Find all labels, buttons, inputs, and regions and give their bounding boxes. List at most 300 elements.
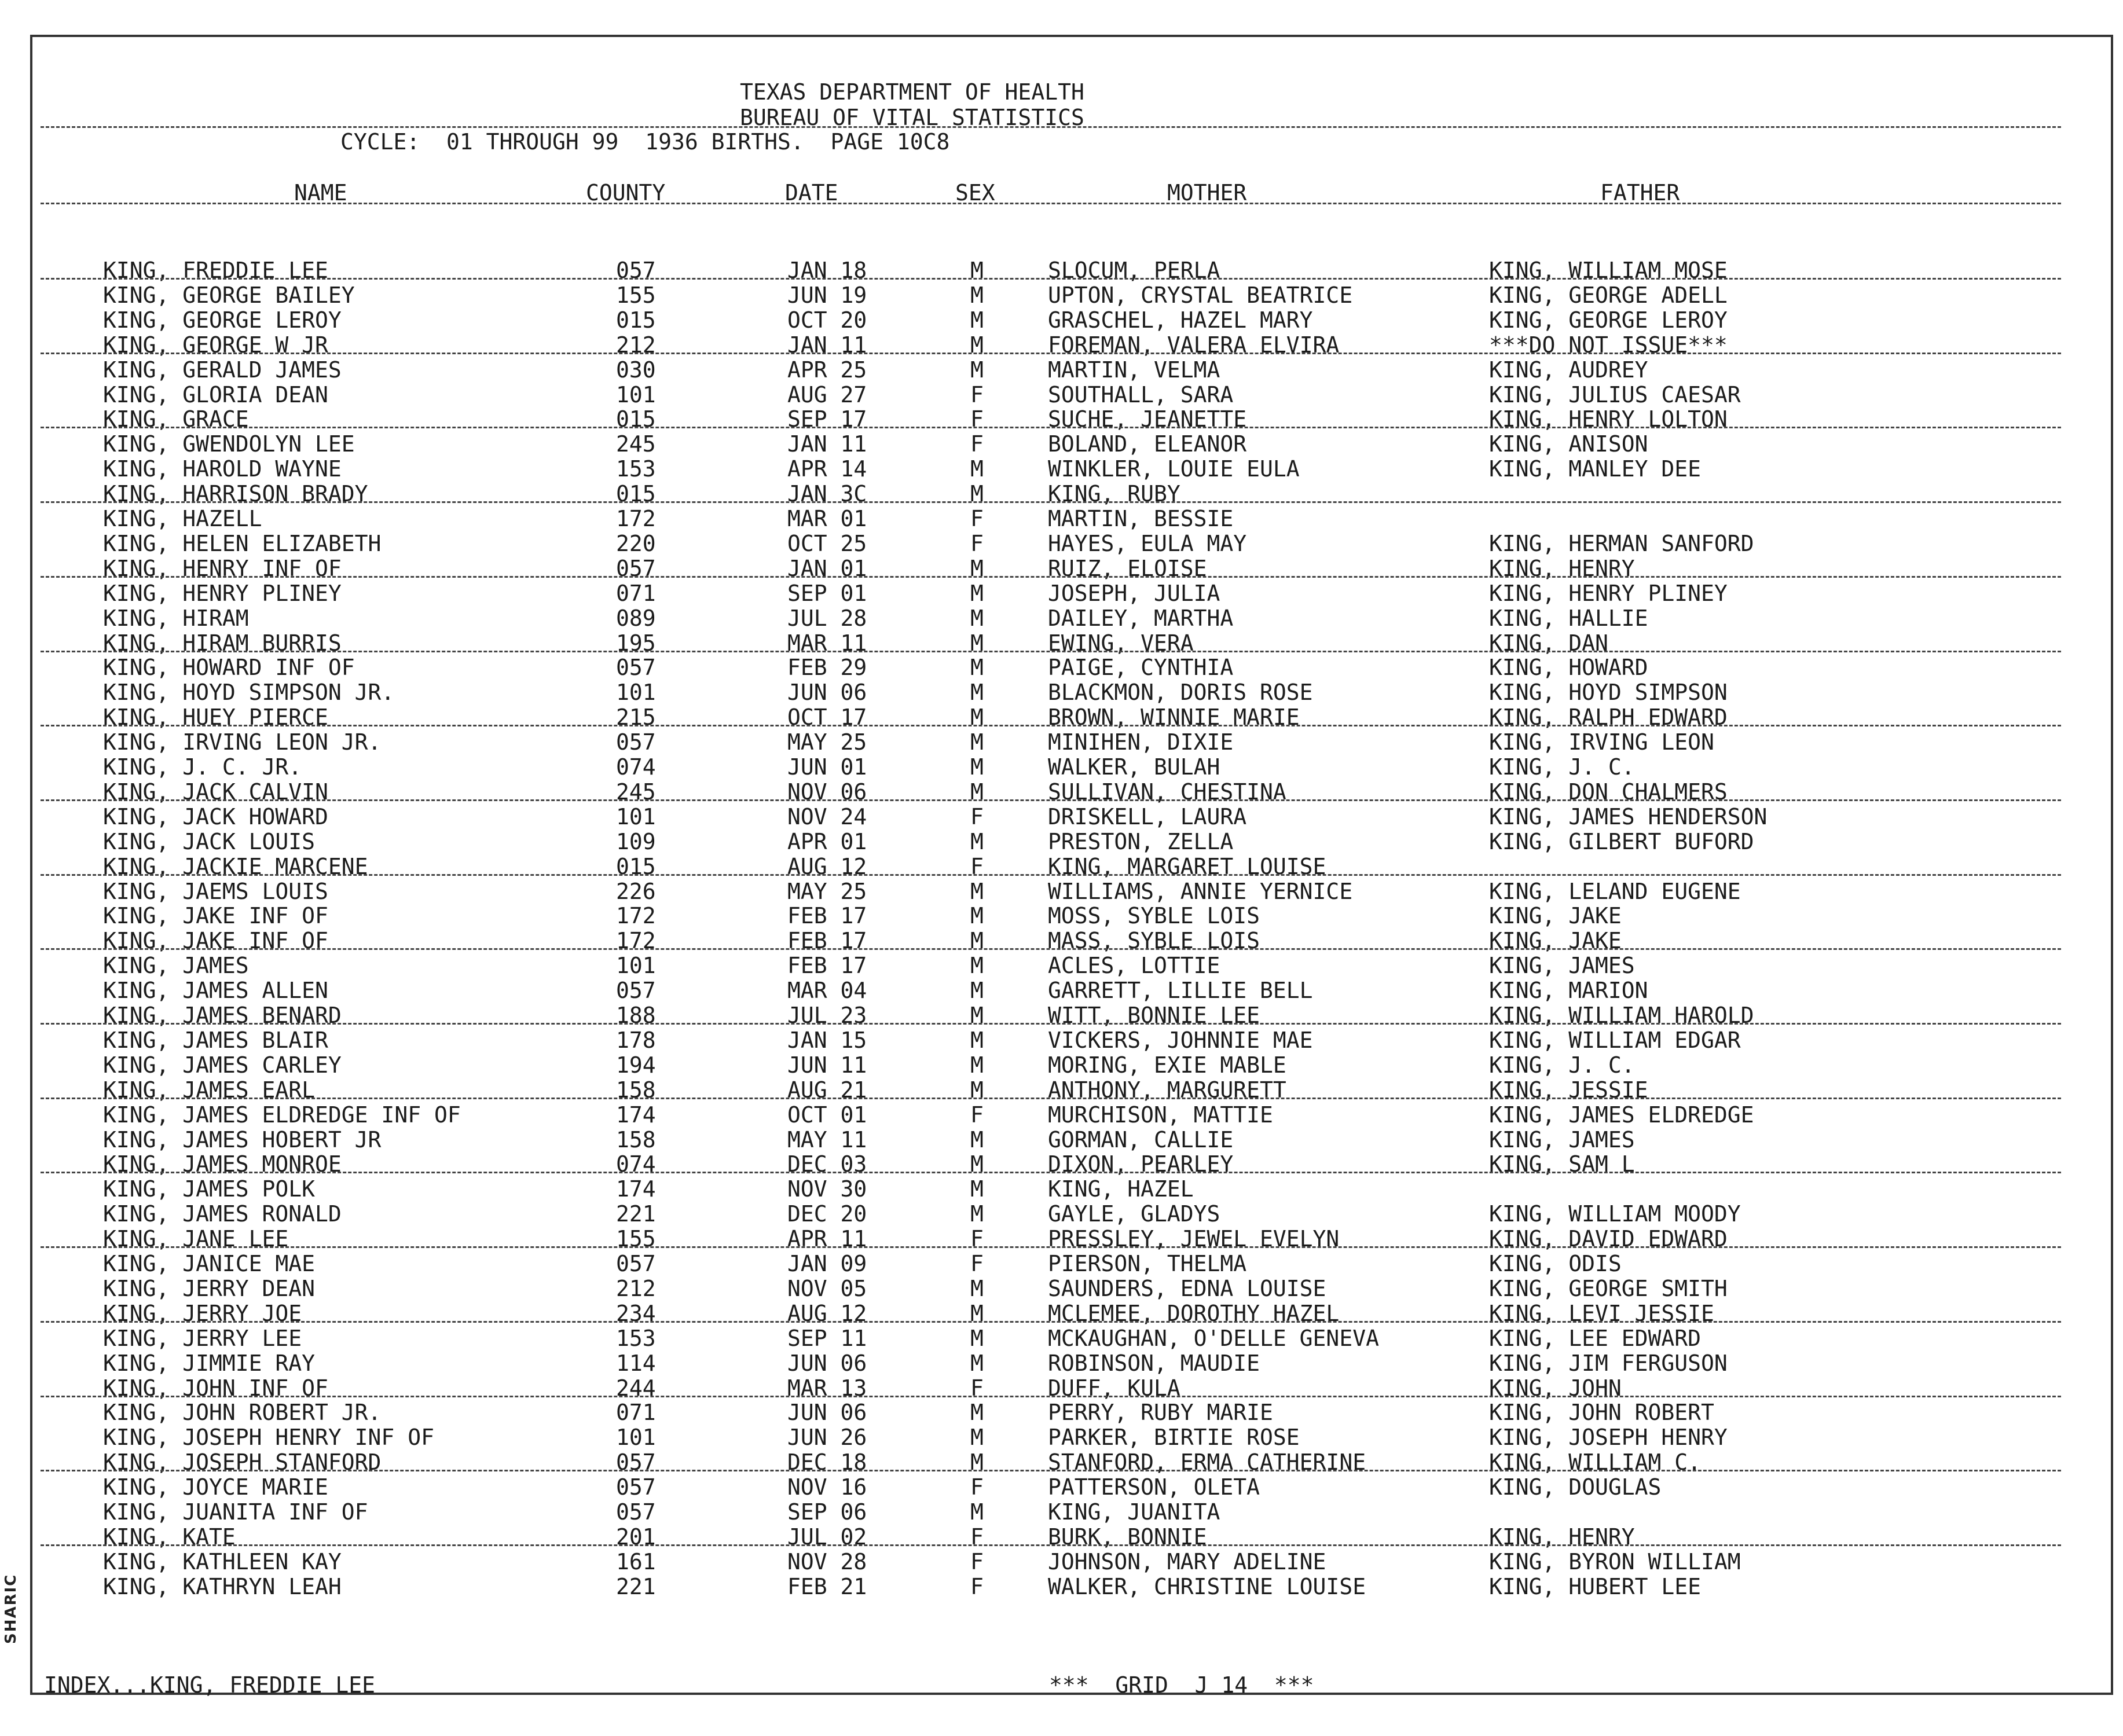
record-mother: ACLES, LOTTIE — [1048, 953, 1220, 979]
record-county: 057 — [616, 258, 656, 283]
record-name: KING, HIRAM — [103, 605, 249, 631]
record-father: KING, HOYD SIMPSON — [1489, 680, 1728, 706]
record-name: KING, JAMES — [103, 953, 249, 979]
record-county: 245 — [616, 431, 656, 457]
record-father: KING, GILBERT BUFORD — [1489, 828, 1754, 854]
record-county: 153 — [616, 456, 656, 482]
record-mother: BLACKMON, DORIS ROSE — [1048, 680, 1313, 706]
record-father: KING, JAMES HENDERSON — [1489, 803, 1768, 830]
record-date: JAN 11 — [787, 431, 867, 457]
record-sex: F — [970, 853, 984, 879]
record-county: 114 — [616, 1350, 656, 1376]
record-sex: F — [970, 1226, 984, 1252]
record-county: 212 — [616, 332, 656, 358]
record-county: 015 — [616, 481, 656, 507]
record-date: NOV 28 — [787, 1548, 867, 1574]
record-date: JUN 06 — [787, 1400, 867, 1426]
record-name: KING, JAMES BENARD — [103, 1003, 342, 1028]
record-mother: DUFF, KULA — [1048, 1375, 1180, 1401]
record-father: KING, HERMAN SANFORD — [1489, 530, 1754, 556]
record-mother: JOSEPH, JULIA — [1048, 580, 1220, 606]
record-sex: M — [970, 1499, 984, 1525]
record-date: APR 25 — [787, 357, 867, 383]
record-sex: F — [970, 431, 984, 457]
record-father: KING, HALLIE — [1489, 605, 1648, 631]
column-header-county: COUNTY — [586, 180, 666, 205]
record-father: KING, WILLIAM HAROLD — [1489, 1003, 1754, 1028]
record-mother: JOHNSON, MARY ADELINE — [1048, 1548, 1326, 1574]
record-mother: MOSS, SYBLE LOIS — [1048, 903, 1260, 929]
record-mother: KING, HAZEL — [1048, 1176, 1194, 1202]
record-sex: M — [970, 828, 984, 854]
record-mother: UPTON, CRYSTAL BEATRICE — [1048, 282, 1353, 308]
record-mother: BOLAND, ELEANOR — [1048, 431, 1247, 457]
record-county: 101 — [616, 953, 656, 979]
header-rule — [41, 126, 2061, 128]
record-county: 234 — [616, 1300, 656, 1326]
record-mother: GARRETT, LILLIE BELL — [1048, 978, 1313, 1004]
table-row — [0, 854, 2123, 879]
record-name: KING, JOSEPH STANFORD — [103, 1449, 382, 1476]
record-name: KING, JAMES BLAIR — [103, 1027, 328, 1053]
record-mother: EWING, VERA — [1048, 630, 1194, 656]
record-sex: F — [970, 1573, 984, 1599]
record-county: 215 — [616, 704, 656, 731]
record-sex: M — [970, 1275, 984, 1301]
table-row — [0, 1276, 2123, 1301]
table-row — [0, 830, 2123, 854]
table-row — [0, 1028, 2123, 1052]
record-date: NOV 16 — [787, 1474, 867, 1500]
record-date: OCT 20 — [787, 307, 867, 333]
record-mother: WALKER, BULAH — [1048, 754, 1220, 780]
record-father: KING, JOHN ROBERT — [1489, 1400, 1714, 1426]
record-name: KING, KATHRYN LEAH — [103, 1573, 342, 1599]
table-row — [0, 755, 2123, 779]
record-county: 057 — [616, 978, 656, 1004]
record-county: 174 — [616, 1102, 656, 1128]
record-sex: M — [970, 1400, 984, 1426]
table-row — [0, 1326, 2123, 1350]
record-county: 172 — [616, 506, 656, 531]
record-mother: ROBINSON, MAUDIE — [1048, 1350, 1260, 1376]
record-county: 101 — [616, 803, 656, 830]
table-row — [0, 358, 2123, 382]
record-mother: SUCHE, JEANETTE — [1048, 406, 1247, 432]
record-father: KING, JAKE — [1489, 928, 1622, 954]
record-mother: VICKERS, JOHNNIE MAE — [1048, 1027, 1313, 1053]
record-date: OCT 17 — [787, 704, 867, 731]
table-row — [0, 1251, 2123, 1276]
record-county: 245 — [616, 779, 656, 805]
record-county: 221 — [616, 1573, 656, 1599]
table-row — [0, 283, 2123, 307]
table-row — [0, 1376, 2123, 1400]
record-father: KING, HENRY — [1489, 1524, 1635, 1550]
table-row — [0, 1053, 2123, 1077]
record-mother: FOREMAN, VALERA ELVIRA — [1048, 332, 1340, 358]
record-father: KING, MANLEY DEE — [1489, 456, 1702, 482]
table-row — [0, 482, 2123, 506]
record-county: 101 — [616, 381, 656, 408]
record-county: 161 — [616, 1548, 656, 1574]
record-county: 174 — [616, 1176, 656, 1202]
table-row — [0, 655, 2123, 680]
record-name: KING, JIMMIE RAY — [103, 1350, 316, 1376]
table-row — [0, 631, 2123, 655]
record-name: KING, JAMES POLK — [103, 1176, 316, 1202]
record-name: KING, JAMES ALLEN — [103, 978, 328, 1004]
record-date: JAN 18 — [787, 258, 867, 283]
record-date: NOV 05 — [787, 1275, 867, 1301]
record-father: KING, BYRON WILLIAM — [1489, 1548, 1741, 1574]
record-name: KING, JERRY LEE — [103, 1325, 302, 1351]
record-name: KING, JACK HOWARD — [103, 803, 328, 830]
record-name: KING, HENRY INF OF — [103, 555, 342, 581]
record-name: KING, HAZELL — [103, 506, 262, 531]
record-date: FEB 29 — [787, 655, 867, 681]
record-date: OCT 01 — [787, 1102, 867, 1128]
record-date: FEB 17 — [787, 953, 867, 979]
table-row — [0, 1227, 2123, 1251]
record-father: KING, GEORGE ADELL — [1489, 282, 1728, 308]
table-row — [0, 1351, 2123, 1375]
record-county: 057 — [616, 729, 656, 755]
record-sex: F — [970, 1548, 984, 1574]
record-county: 155 — [616, 1226, 656, 1252]
record-date: AUG 21 — [787, 1077, 867, 1103]
record-mother: SAUNDERS, EDNA LOUISE — [1048, 1275, 1326, 1301]
column-header-name: NAME — [294, 180, 347, 205]
record-mother: HAYES, EULA MAY — [1048, 530, 1247, 556]
table-row — [0, 507, 2123, 531]
record-sex: M — [970, 1077, 984, 1103]
record-mother: BROWN, WINNIE MARIE — [1048, 704, 1300, 731]
record-county: 244 — [616, 1375, 656, 1401]
table-row — [0, 1425, 2123, 1449]
record-sex: M — [970, 1449, 984, 1476]
table-row — [0, 1103, 2123, 1127]
table-row — [0, 383, 2123, 407]
record-date: DEC 20 — [787, 1201, 867, 1227]
record-name: KING, GERALD JAMES — [103, 357, 342, 383]
record-father: KING, LEE EDWARD — [1489, 1325, 1702, 1351]
record-father: KING, WILLIAM EDGAR — [1489, 1027, 1741, 1053]
record-name: KING, JAMES EARL — [103, 1077, 316, 1103]
record-father: KING, WILLIAM MOODY — [1489, 1201, 1741, 1227]
record-mother: PATTERSON, OLETA — [1048, 1474, 1260, 1500]
record-county: 221 — [616, 1201, 656, 1227]
record-county: 057 — [616, 655, 656, 681]
record-father: KING, IRVING LEON — [1489, 729, 1714, 755]
record-date: DEC 18 — [787, 1449, 867, 1476]
record-father: KING, DAN — [1489, 630, 1608, 656]
record-date: AUG 12 — [787, 853, 867, 879]
record-father: KING, J. C. — [1489, 754, 1635, 780]
table-row — [0, 1128, 2123, 1152]
record-name: KING, JERRY DEAN — [103, 1275, 316, 1301]
record-date: JAN 15 — [787, 1027, 867, 1053]
table-row — [0, 680, 2123, 704]
record-date: JUN 26 — [787, 1425, 867, 1451]
column-header-mother: MOTHER — [1167, 180, 1247, 205]
table-row — [0, 780, 2123, 804]
record-date: FEB 21 — [787, 1573, 867, 1599]
record-mother: MASS, SYBLE LOIS — [1048, 928, 1260, 954]
table-row — [0, 308, 2123, 332]
record-sex: M — [970, 1027, 984, 1053]
record-father: KING, HOWARD — [1489, 655, 1648, 681]
table-row — [0, 531, 2123, 556]
record-mother: STANFORD, ERMA CATHERINE — [1048, 1449, 1366, 1476]
record-sex: M — [970, 928, 984, 954]
table-row — [0, 928, 2123, 953]
table-row — [0, 1525, 2123, 1549]
table-row — [0, 705, 2123, 729]
side-label: SHARIC — [2, 1573, 20, 1644]
record-sex: M — [970, 605, 984, 631]
record-father: KING, HUBERT LEE — [1489, 1573, 1702, 1599]
column-header-rule — [41, 203, 2061, 204]
record-county: 220 — [616, 530, 656, 556]
record-name: KING, JANICE MAE — [103, 1251, 316, 1276]
record-name: KING, JAMES MONROE — [103, 1151, 342, 1177]
record-sex: M — [970, 779, 984, 805]
record-date: MAR 01 — [787, 506, 867, 531]
record-father: KING, SAM L — [1489, 1151, 1635, 1177]
table-row — [0, 1152, 2123, 1176]
record-father: KING, JESSIE — [1489, 1077, 1648, 1103]
record-county: 057 — [616, 1449, 656, 1476]
header-title: TEXAS DEPARTMENT OF HEALTH — [740, 79, 1084, 105]
record-county: 212 — [616, 1275, 656, 1301]
record-mother: SULLIVAN, CHESTINA — [1048, 779, 1286, 805]
record-sex: M — [970, 1003, 984, 1028]
table-row — [0, 978, 2123, 1003]
table-row — [0, 1400, 2123, 1425]
table-row — [0, 1078, 2123, 1102]
record-mother: PARKER, BIRTIE ROSE — [1048, 1425, 1300, 1451]
record-father: KING, HENRY LOLTON — [1489, 406, 1728, 432]
record-mother: KING, MARGARET LOUISE — [1048, 853, 1326, 879]
record-county: 158 — [616, 1126, 656, 1153]
record-name: KING, JACK CALVIN — [103, 779, 328, 805]
record-mother: PRESSLEY, JEWEL EVELYN — [1048, 1226, 1340, 1252]
record-sex: M — [970, 1325, 984, 1351]
record-date: AUG 12 — [787, 1300, 867, 1326]
record-county: 172 — [616, 928, 656, 954]
record-date: JAN 09 — [787, 1251, 867, 1276]
record-sex: F — [970, 803, 984, 830]
table-row — [0, 1475, 2123, 1499]
record-father: KING, JAKE — [1489, 903, 1622, 929]
record-name: KING, JAEMS LOUIS — [103, 878, 328, 904]
record-date: JUL 28 — [787, 605, 867, 631]
record-mother: MURCHISON, MATTIE — [1048, 1102, 1273, 1128]
record-sex: M — [970, 1300, 984, 1326]
table-row — [0, 333, 2123, 357]
record-date: JUN 06 — [787, 680, 867, 706]
record-sex: M — [970, 307, 984, 333]
record-name: KING, JOSEPH HENRY INF OF — [103, 1425, 434, 1451]
record-name: KING, JOHN INF OF — [103, 1375, 328, 1401]
record-date: MAY 11 — [787, 1126, 867, 1153]
record-date: MAY 25 — [787, 878, 867, 904]
record-sex: M — [970, 1151, 984, 1177]
record-sex: M — [970, 978, 984, 1004]
table-row — [0, 953, 2123, 978]
table-row — [0, 1574, 2123, 1599]
record-sex: F — [970, 406, 984, 432]
column-header-father: FATHER — [1600, 180, 1680, 205]
record-sex: F — [970, 1474, 984, 1500]
record-name: KING, HUEY PIERCE — [103, 704, 328, 731]
record-sex: M — [970, 481, 984, 507]
table-row — [0, 1550, 2123, 1574]
record-father: KING, HENRY PLINEY — [1489, 580, 1728, 606]
record-name: KING, HARRISON BRADY — [103, 481, 368, 507]
record-name: KING, FREDDIE LEE — [103, 258, 328, 283]
record-name: KING, JACK LOUIS — [103, 828, 316, 854]
record-sex: M — [970, 258, 984, 283]
record-date: JUN 19 — [787, 282, 867, 308]
record-county: 188 — [616, 1003, 656, 1028]
record-mother: GRASCHEL, HAZEL MARY — [1048, 307, 1313, 333]
record-father: ***DO NOT ISSUE*** — [1489, 332, 1728, 358]
record-mother: SOUTHALL, SARA — [1048, 381, 1234, 408]
record-date: SEP 11 — [787, 1325, 867, 1351]
record-sex: M — [970, 903, 984, 929]
record-father: KING, ODIS — [1489, 1251, 1622, 1276]
record-county: 074 — [616, 754, 656, 780]
record-father: KING, WILLIAM MOSE — [1489, 258, 1728, 283]
record-father: KING, HENRY — [1489, 555, 1635, 581]
record-father: KING, JIM FERGUSON — [1489, 1350, 1728, 1376]
record-sex: M — [970, 630, 984, 656]
record-mother: BURK, BONNIE — [1048, 1524, 1207, 1550]
record-name: KING, GEORGE BAILEY — [103, 282, 355, 308]
table-row — [0, 606, 2123, 630]
record-father: KING, DON CHALMERS — [1489, 779, 1728, 805]
record-mother: KING, JUANITA — [1048, 1499, 1220, 1525]
record-sex: M — [970, 282, 984, 308]
record-date: MAR 11 — [787, 630, 867, 656]
record-county: 158 — [616, 1077, 656, 1103]
table-row — [0, 1500, 2123, 1524]
record-date: JUN 11 — [787, 1052, 867, 1078]
record-mother: MORING, EXIE MABLE — [1048, 1052, 1286, 1078]
record-father: KING, JOHN — [1489, 1375, 1622, 1401]
record-name: KING, HAROLD WAYNE — [103, 456, 342, 482]
record-date: JUL 02 — [787, 1524, 867, 1550]
record-mother: GORMAN, CALLIE — [1048, 1126, 1234, 1153]
record-name: KING, KATHLEEN KAY — [103, 1548, 342, 1574]
record-father: KING, GEORGE SMITH — [1489, 1275, 1728, 1301]
record-date: JUL 23 — [787, 1003, 867, 1028]
record-date: SEP 17 — [787, 406, 867, 432]
record-mother: KING, RUBY — [1048, 481, 1180, 507]
record-county: 057 — [616, 1499, 656, 1525]
table-row — [0, 432, 2123, 456]
record-sex: M — [970, 655, 984, 681]
record-name: KING, J. C. JR. — [103, 754, 302, 780]
record-father: KING, ANISON — [1489, 431, 1648, 457]
record-name: KING, GLORIA DEAN — [103, 381, 328, 408]
record-sex: M — [970, 680, 984, 706]
record-mother: GAYLE, GLADYS — [1048, 1201, 1220, 1227]
footer-grid: *** GRID J 14 *** — [1049, 1672, 1314, 1698]
record-date: JUN 01 — [787, 754, 867, 780]
column-header-sex: SEX — [955, 180, 995, 205]
record-mother: MCLEMEE, DOROTHY HAZEL — [1048, 1300, 1340, 1326]
record-mother: WALKER, CHRISTINE LOUISE — [1048, 1573, 1366, 1599]
table-row — [0, 730, 2123, 754]
record-mother: DRISKELL, LAURA — [1048, 803, 1247, 830]
record-name: KING, HOYD SIMPSON JR. — [103, 680, 395, 706]
record-sex: M — [970, 1201, 984, 1227]
record-name: KING, GEORGE W JR — [103, 332, 328, 358]
record-date: APR 14 — [787, 456, 867, 482]
record-date: JAN 11 — [787, 332, 867, 358]
record-sex: M — [970, 1126, 984, 1153]
record-county: 015 — [616, 307, 656, 333]
record-county: 155 — [616, 282, 656, 308]
record-date: APR 11 — [787, 1226, 867, 1252]
record-sex: F — [970, 1102, 984, 1128]
record-name: KING, GWENDOLYN LEE — [103, 431, 355, 457]
record-name: KING, GRACE — [103, 406, 249, 432]
table-row — [0, 407, 2123, 431]
record-father: KING, JAMES — [1489, 1126, 1635, 1153]
record-father: KING, LEVI JESSIE — [1489, 1300, 1714, 1326]
table-row — [0, 258, 2123, 282]
header-bureau: BUREAU OF VITAL STATISTICS — [740, 105, 1084, 130]
record-sex: F — [970, 1251, 984, 1276]
record-date: JAN 01 — [787, 555, 867, 581]
table-row — [0, 805, 2123, 829]
record-date: MAR 04 — [787, 978, 867, 1004]
record-date: JUN 06 — [787, 1350, 867, 1376]
record-mother: SLOCUM, PERLA — [1048, 258, 1220, 283]
record-date: SEP 01 — [787, 580, 867, 606]
record-date: APR 01 — [787, 828, 867, 854]
table-row — [0, 581, 2123, 605]
record-father: KING, WILLIAM C. — [1489, 1449, 1702, 1476]
record-father: KING, AUDREY — [1489, 357, 1648, 383]
record-county: 057 — [616, 1251, 656, 1276]
record-sex: M — [970, 878, 984, 904]
record-county: 089 — [616, 605, 656, 631]
record-father: KING, JAMES — [1489, 953, 1635, 979]
record-sex: M — [970, 704, 984, 731]
record-sex: F — [970, 530, 984, 556]
record-mother: RUIZ, ELOISE — [1048, 555, 1207, 581]
record-county: 194 — [616, 1052, 656, 1078]
table-row — [0, 879, 2123, 904]
footer-index: INDEX...KING, FREDDIE LEE — [44, 1672, 375, 1698]
record-date: FEB 17 — [787, 928, 867, 954]
record-mother: WILLIAMS, ANNIE YERNICE — [1048, 878, 1353, 904]
record-mother: MARTIN, BESSIE — [1048, 506, 1234, 531]
record-mother: WITT, BONNIE LEE — [1048, 1003, 1260, 1028]
record-father: KING, J. C. — [1489, 1052, 1635, 1078]
record-date: MAY 25 — [787, 729, 867, 755]
record-date: NOV 30 — [787, 1176, 867, 1202]
record-date: FEB 17 — [787, 903, 867, 929]
record-mother: PRESTON, ZELLA — [1048, 828, 1234, 854]
table-row — [0, 1177, 2123, 1201]
record-date: OCT 25 — [787, 530, 867, 556]
